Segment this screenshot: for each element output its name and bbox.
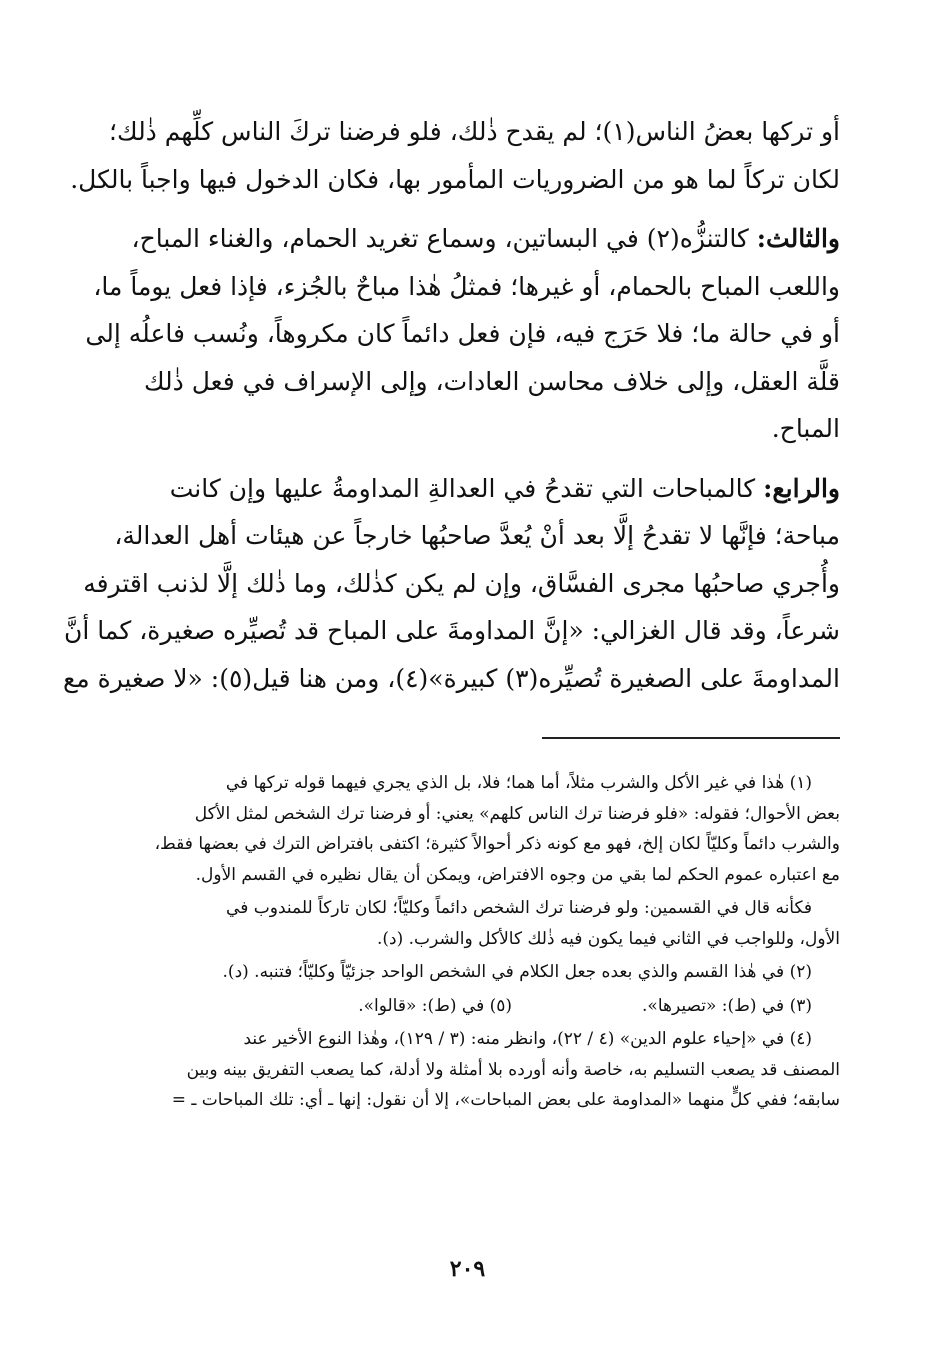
text-line: أو تركها بعضُ الناس(١)؛ لم يقدح ذٰلك، فلو فرضنا تركَ الناس كلِّهم ذٰلك؛: [109, 117, 840, 146]
section-lead-third: والثالث:: [756, 224, 840, 253]
text-line: أو في حالة ما؛ فلا حَرَج فيه، فإن فعل دائماً كان مكروهاً، ونُسب فاعلُه إلى: [85, 319, 840, 348]
footnote-line: (٤) في «إحياء علوم الدين» (٤ / ٢٢)، وانظر منه: (٣ / ١٢٩)، وهٰذا النوع الأخير عند: [243, 1029, 812, 1049]
text-line: مباحة؛ فإنَّها لا تقدحُ إلَّا بعد أنْ يُعدَّ صاحبُها خارجاً عن هيئات أهل العدالة،: [114, 521, 840, 550]
footnote-line: (١) هٰذا في غير الأكل والشرب مثلاً، أما هما؛ فلا، بل الذي يجري فيهما قوله تركها في: [225, 773, 812, 793]
text-line: المباح.: [771, 414, 840, 443]
footnote-line: سابقه؛ ففي كلٍّ منهما «المداومة على بعض المباحات»، إلا أن نقول: إنها ـ أي: تلك المباحات ـ =: [171, 1090, 840, 1110]
text-line: قلَّة العقل، وإلى خلاف محاسن العادات، وإلى الإسراف في فعل ذٰلك: [143, 366, 840, 396]
footnote-line: والشرب دائماً وكليّاً لكان إلخ، فهو مع كونه ذكر أحوالاً كثيرة؛ اكتفى بافتراض الترك في بعضها فقط،: [154, 834, 840, 854]
footnote-separator: [542, 737, 840, 739]
footnote-line: بعض الأحوال؛ فقوله: «فلو فرضنا ترك الناس كلهم» يعني: أو فرضنا ترك الشخص لمثل الأكل: [194, 803, 840, 824]
text-line: [95, 465, 840, 513]
paragraph-1: [70, 108, 840, 203]
text-line: [95, 215, 840, 263]
footnote-line: الأول، وللواجب في الثاني فيما يكون فيه ذٰلك كالأكل والشرب. (د).: [377, 928, 840, 949]
footnote-line: مع اعتباره عموم الحكم لما بقي من وجوه الافتراض، ويمكن أن يقال نظيره في القسم الأول.: [195, 864, 840, 885]
footnote-1-continuation: [95, 893, 840, 954]
paragraph-fourth-category: [62, 465, 840, 703]
main-text: [62, 108, 840, 702]
page-number: ٢٠٩: [449, 1256, 486, 1282]
paragraph-third-category: [85, 215, 840, 453]
footnotes: [95, 768, 840, 1116]
footnote-2: [95, 957, 840, 988]
text-line: المداومةَ على الصغيرة تُصيِّره(٣) كبيرة»(٤)، ومن هنا قيل(٥): «لا صغيرة مع: [62, 663, 840, 693]
text-line: لكان تركاً لما هو من الضروريات المأمور بها، فكان الدخول فيها واجباً بالكل.: [70, 164, 840, 194]
footnote-line: فكأنه قال في القسمين: ولو فرضنا ترك الشخص دائماً وكليّاً؛ لكان تاركاً للمندوب في: [226, 898, 812, 918]
text-run: كالمباحات التي تقدحُ في العدالةِ المداومةُ عليها وإن كانت: [169, 473, 764, 503]
footnote-4: [95, 1024, 840, 1116]
text-line: وأُجري صاحبُها مجرى الفسَّاق، وإن لم يكن كذٰلك، وما ذٰلك إلَّا لذنب اقترفه: [83, 568, 840, 598]
footnote-3: (٣) في (ط): «تصيرها».: [642, 995, 812, 1016]
footnote-line: المصنف قد يصعب التسليم به، خاصة وأنه أورده بلا أمثلة ولا أدلة، كما يصعب التفريق بينه وبين: [186, 1059, 840, 1080]
text-line: واللعب المباح بالحمام، أو غيرها؛ فمثلُ هٰذا مباحٌ بالجُزء، فإذا فعل يوماً ما،: [93, 271, 840, 301]
text-run: كالتنزُّه(٢) في البساتين، وسماع تغريد الحمام، والغناء المباح،: [131, 224, 757, 253]
footnotes-3-and-5: [95, 991, 840, 1022]
footnote-5: (٥) في (ط): «قالوا».: [358, 995, 513, 1016]
text-line: شرعاً، وقد قال الغزالي: «إنَّ المداومةَ على المباح قد تُصيِّره صغيرة، كما أنَّ: [64, 616, 840, 645]
footnote-line: (٢) في هٰذا القسم والذي بعده جعل الكلام في الشخص الواحد جزئيّاً وكليّاً؛ فتنبه. (د).: [222, 962, 812, 982]
footnote-1: [95, 768, 840, 890]
section-lead-fourth: والرابع:: [763, 473, 840, 503]
